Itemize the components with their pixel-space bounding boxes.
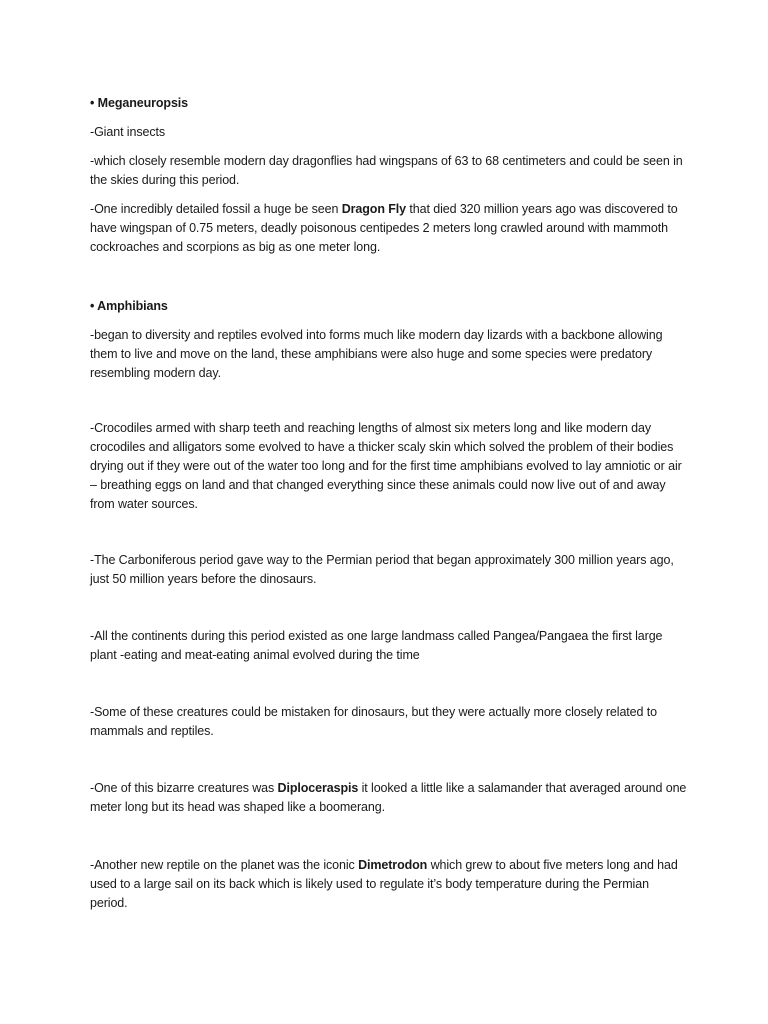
paragraph-diploceraspis — [90, 779, 688, 817]
paragraph-crocodiles: -Crocodiles armed with sharp teeth and reaching lengths of almost six meters long and like modern day crocodiles and alligators some evolved to have a thicker scaly skin which solved the problem of their bodies drying out if they were out of the water too long and for the first time amphibians evolved to lay amniotic or air – breathing eggs on land and that changed everything since these animals could now live out of and away from water sources. — [90, 421, 682, 511]
paragraph-fossil-post: that died 320 million years ago was discovered to have wingspan of 0.75 meters, deadly poisonous centipedes 2 meters long crawled around with mammoth cockroaches and scorpions as big as one meter long. — [90, 202, 678, 254]
paragraph-diploceraspis-post: it looked a little like a salamander that averaged around one meter long but its head was shaped like a boomerang. — [90, 781, 687, 814]
paragraph-dimetrodon-post: which grew to about five meters long and had used to a large sail on its back which is likely used to regulate it’s body temperature during the Permian period. — [90, 858, 678, 910]
paragraph-giant-insects: -Giant insects — [90, 125, 166, 139]
paragraph-dimetrodon — [90, 856, 688, 913]
section-heading-amphibians: • Amphibians — [90, 299, 168, 313]
term-dragon-fly: Dragon Fly — [341, 202, 407, 216]
term-diploceraspis: Diploceraspis — [277, 781, 359, 795]
paragraph-reptiles-evolved: -began to diversity and reptiles evolved into forms much like modern day lizards with a backbone allowing them to live and move on the land, these amphibians were also huge and some species were predatory resembling modern day. — [90, 328, 663, 380]
section-heading-meganeuropsis: • Meganeuropsis — [90, 96, 189, 110]
paragraph-mistaken-dinosaurs: -Some of these creatures could be mistaken for dinosaurs, but they were actually more closely related to mammals and reptiles. — [90, 705, 657, 738]
paragraph-pangea: -All the continents during this period existed as one large landmass called Pangea/Pangaea the first large plant -eating and meat-eating animal evolved during the time — [90, 629, 663, 662]
paragraph-dragonflies: -which closely resemble modern day dragonflies had wingspans of 63 to 68 centimeters and could be seen in the skies during this period. — [90, 154, 683, 187]
paragraph-dimetrodon-pre: -Another new reptile on the planet was the iconic — [90, 858, 359, 872]
paragraph-diploceraspis-pre: -One of this bizarre creatures was — [90, 781, 278, 795]
paragraph-fossil-pre: -One incredibly detailed fossil a huge be seen — [90, 202, 342, 216]
paragraph-fossil — [90, 200, 688, 257]
paragraph-permian: -The Carboniferous period gave way to the Permian period that began approximately 300 million years ago, just 50 million years before the dinosaurs. — [90, 553, 674, 586]
term-dimetrodon: Dimetrodon — [358, 858, 428, 872]
